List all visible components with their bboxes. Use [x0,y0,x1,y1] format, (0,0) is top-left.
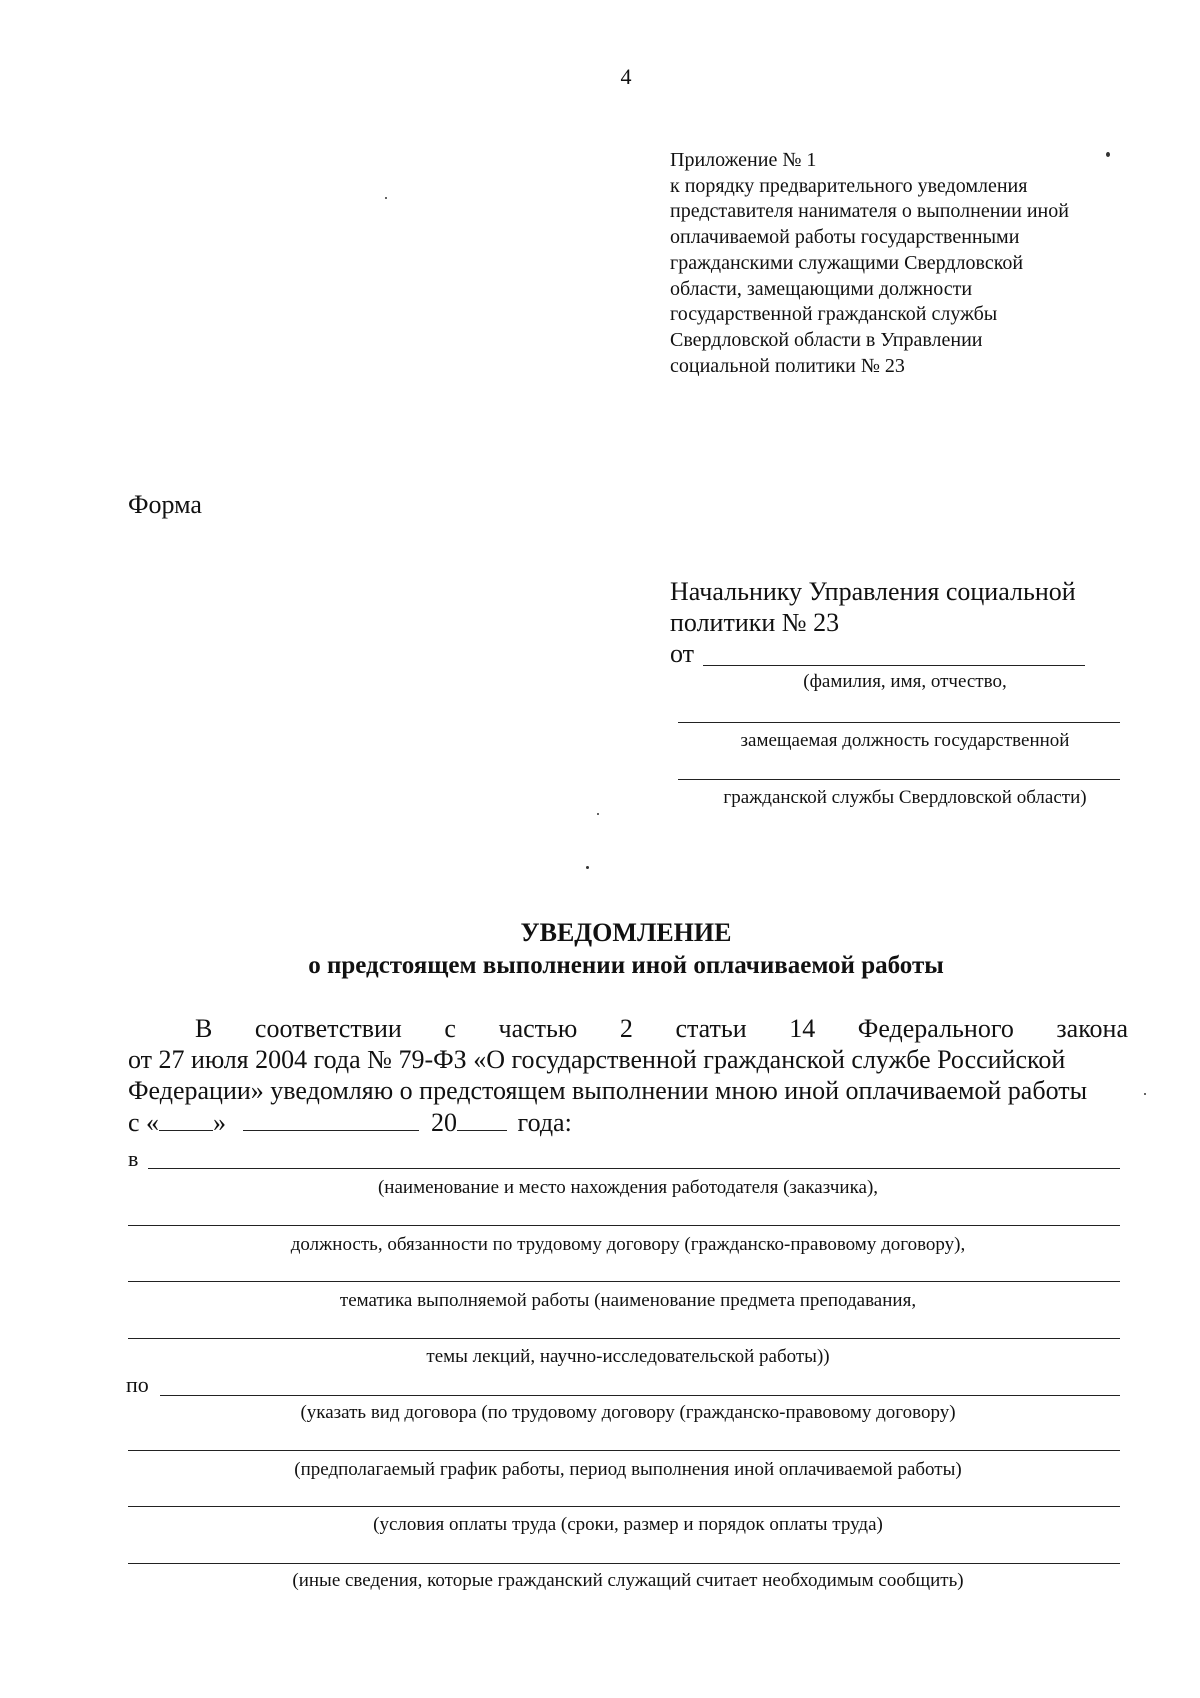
form-label: Форма [128,490,202,519]
addressee-block [670,576,1140,638]
appendix-line: оплачиваемой работы государственными [670,226,1020,249]
appendix-line: социальной политики № 23 [670,354,905,377]
day-field[interactable] [159,1110,213,1131]
field-caption: (иные сведения, которые гражданский служащий считает необходимым сообщить) [292,1570,964,1591]
addressee-caption: замещаемая должность государственной [740,730,1070,751]
appendix-heading [670,148,1140,379]
body-line-3: Федерации» уведомляю о предстоящем выполнении мною иной оплачиваемой работы [128,1076,1088,1105]
body-word: с [444,1014,456,1043]
appendix-line: области, замещающими должности [670,277,973,300]
contract-type-field[interactable] [160,1395,1120,1396]
scan-speck [1144,1093,1146,1095]
body-paragraph [128,1013,1128,1106]
body-word: частью [498,1014,578,1043]
field-caption: должность, обязанности по трудовому договору (гражданско-правовому договору), [290,1234,966,1255]
year-field[interactable] [457,1110,507,1131]
body-word: соответствии [254,1014,402,1043]
payment-terms-field[interactable] [128,1506,1120,1507]
body-word: Федерального [857,1014,1014,1043]
document-title: УВЕДОМЛЕНИЕ [520,918,732,947]
topic-field[interactable] [128,1281,1120,1282]
date-close-quote: » [213,1108,227,1137]
addressee-caption: (фамилия, имя, отчество, [803,671,1007,692]
addressee-caption: гражданской службы Свердловской области) [723,787,1087,808]
page-number: 4 [620,64,632,89]
year-prefix: 20 [431,1108,458,1137]
body-word: закона [1056,1014,1128,1043]
date-prefix: с « [128,1108,160,1137]
addressee-line: политики № 23 [670,608,840,637]
field-caption: темы лекций, научно-исследовательской работы)) [426,1346,830,1367]
body-line-2: от 27 июля 2004 года № 79-ФЗ «О государственной гражданской службе Российской [128,1045,1066,1074]
from-name-field[interactable] [703,665,1085,666]
appendix-line: к порядку предварительного уведомления [670,174,1028,197]
scan-speck [385,197,387,199]
field-caption: (условия оплаты труда (сроки, размер и порядок оплаты труда) [373,1514,883,1535]
document-subtitle: о предстоящем выполнении иной оплачиваемой работы [308,952,944,979]
from-service-field[interactable] [678,779,1120,780]
scan-speck [586,866,589,869]
month-field[interactable] [243,1110,419,1131]
body-word: 2 [619,1014,633,1043]
scan-speck [1106,152,1110,157]
duties-field[interactable] [128,1225,1120,1226]
body-word: 14 [789,1014,816,1043]
appendix-line: гражданскими служащими Свердловской [670,251,1024,274]
other-info-field[interactable] [128,1563,1120,1564]
addressee-line: Начальнику Управления социальной [670,577,1076,606]
field-caption: (наименование и место нахождения работодателя (заказчика), [377,1177,879,1198]
lecture-topics-field[interactable] [128,1338,1120,1339]
schedule-field[interactable] [128,1450,1120,1451]
appendix-line: государственной гражданской службы [670,303,998,326]
scan-speck [597,813,599,815]
po-prefix: по [126,1372,149,1397]
body-word: В [195,1014,213,1043]
field-caption: тематика выполняемой работы (наименование предмета преподавания, [339,1290,917,1311]
from-position-field[interactable] [678,722,1120,723]
body-line-1 [128,1013,1128,1044]
v-prefix: в [128,1146,139,1171]
body-word: статьи [675,1014,747,1043]
year-suffix: года: [517,1108,572,1137]
employer-field[interactable] [148,1168,1120,1169]
appendix-line: Свердловской области в Управлении [670,328,983,351]
date-line [128,1108,572,1138]
from-prefix: от [670,639,695,668]
appendix-line: представителя нанимателя о выполнении иной [670,200,1069,223]
field-caption: (указать вид договора (по трудовому договору (гражданско-правовому договору) [300,1402,956,1423]
appendix-line: Приложение № 1 [670,149,817,171]
field-caption: (предполагаемый график работы, период выполнения иной оплачиваемой работы) [294,1459,962,1480]
